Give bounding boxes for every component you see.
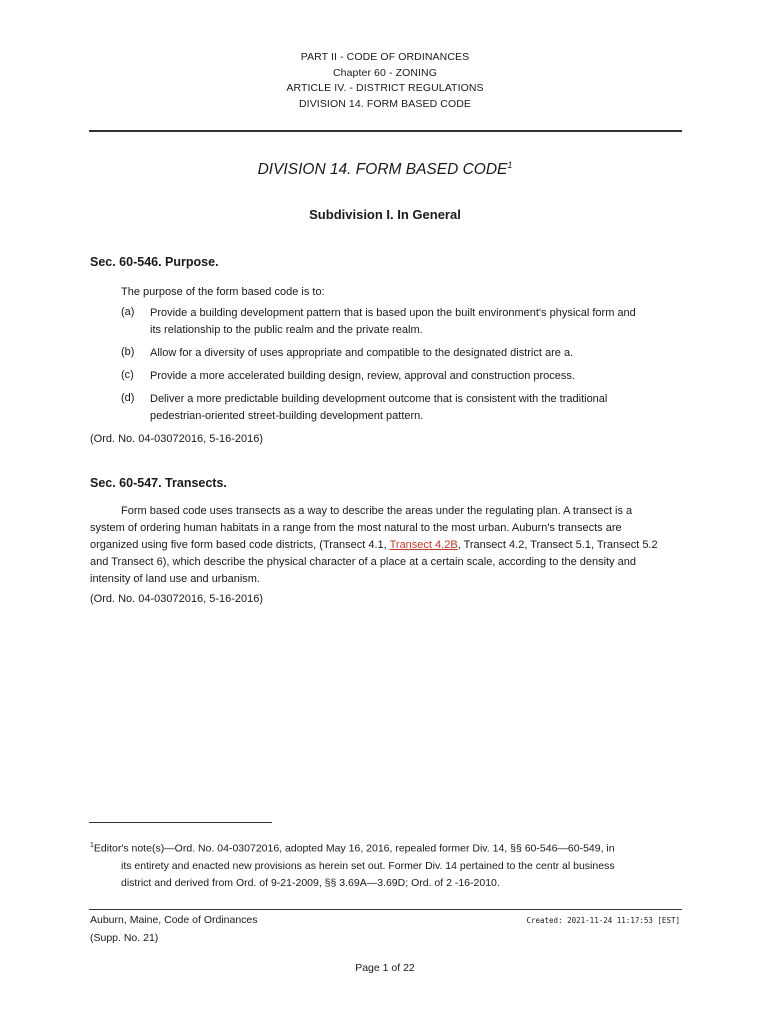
list-item [150,368,680,385]
footer-supplement: (Supp. No. 21) [90,932,159,944]
section-heading-purpose: Sec. 60-546. Purpose. [90,255,219,269]
header-article: ARTICLE IV. - DISTRICT REGULATIONS [286,82,484,94]
list-item-letter: (b) [121,346,135,358]
header-division: DIVISION 14. FORM BASED CODE [299,98,471,110]
subdivision-heading: Subdivision I. In General [309,207,461,222]
footer-divider [89,909,682,910]
ordinance-citation: (Ord. No. 04-03072016, 5-16-2016) [90,433,264,445]
paragraph-line: and Transect 6), which describe the physical character of a place at a certain scale, according to the density and [90,556,637,568]
list-item-letter: (c) [121,369,134,381]
page-title-text: DIVISION 14. FORM BASED CODE [257,161,508,179]
list-item [150,305,680,339]
footnote-line: its entirety and enacted new provisions as herein set out. Former Div. 14 pertained to the centr al business [121,859,615,872]
list-item-line: Deliver a more predictable building development outcome that is consistent with the traditional [150,393,608,405]
purpose-intro: The purpose of the form based code is to: [121,286,325,298]
footnote-line [90,837,690,858]
paragraph-line: intensity of land use and urbanism. [90,573,260,585]
paragraph-line [90,537,690,554]
header-chapter: Chapter 60 - ZONING [332,67,437,79]
footnote-mark: 1 [90,842,94,849]
footer-created-timestamp: Created: 2021-11-24 11:17:53 [EST] [526,916,680,925]
transect-4-2b-link[interactable]: Transect 4.2B [389,539,458,551]
footnote-text: Editor's note(s)—Ord. No. 04-03072016, adopted May 16, 2016, repealed former Div. 14, §§ 60-546—60-549, in [93,842,615,855]
footnote [90,837,690,892]
list-item-line: Allow for a diversity of uses appropriate and compatible to the designated district are a. [150,347,574,359]
section-heading-transects: Sec. 60-547. Transects. [90,476,227,490]
title-footnote-mark[interactable]: 1 [507,160,513,170]
footnote-divider [89,822,272,823]
list-item [150,391,680,425]
header-divider [89,130,682,132]
page-title [0,160,770,179]
list-item-line: Provide a more accelerated building design, review, approval and construction process. [150,370,575,382]
text-span: , Transect 4.2, Transect 5.1, Transect 5.2 [457,539,658,551]
paragraph-line: Form based code uses transects as a way to describe the areas under the regulating plan. A transect is a [121,505,633,517]
page-number: Page 1 of 22 [355,962,415,974]
footer-source: Auburn, Maine, Code of Ordinances [90,914,258,926]
transects-paragraph [90,503,690,588]
header-part: PART II - CODE OF ORDINANCES [300,51,470,63]
paragraph-line: system of ordering human habitats in a range from the most natural to the most urban. Auburn's transects are [90,522,622,534]
list-item [150,345,680,362]
list-item-line: Provide a building development pattern that is based upon the built environment's physical form and [150,307,636,319]
list-item-letter: (d) [121,392,135,404]
list-item-line: its relationship to the public realm and the private realm. [150,324,423,336]
ordinance-citation: (Ord. No. 04-03072016, 5-16-2016) [90,593,264,605]
list-item-line: pedestrian-oriented street-building development pattern. [150,410,424,422]
text-span: organized using five form based code districts, (Transect 4.1, [90,539,390,551]
footnote-line: district and derived from Ord. of 9-21-2009, §§ 3.69A—3.69D; Ord. of 2 -16-2010. [121,876,500,889]
list-item-letter: (a) [121,306,135,318]
